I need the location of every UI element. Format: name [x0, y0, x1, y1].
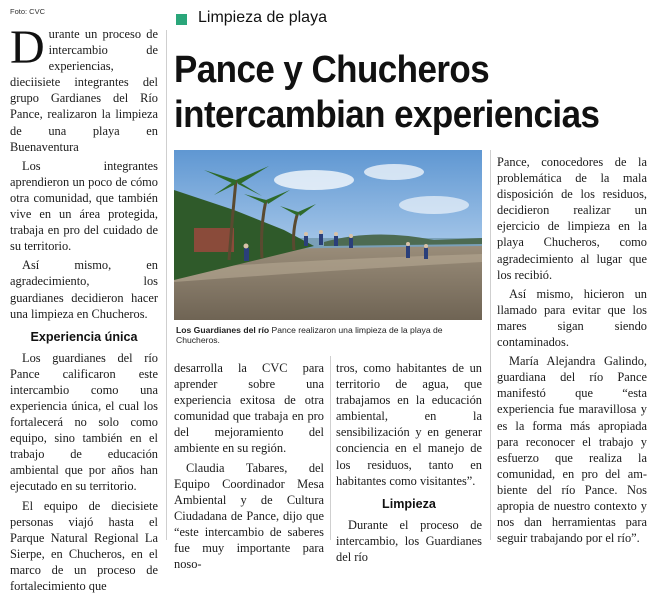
- paragraph: Así mismo, hicieron un llamado para evitar que los mares sigan siendo contaminados.: [497, 286, 647, 350]
- headline-line-1: Pance y Chucheros: [174, 49, 490, 91]
- drop-cap: D: [10, 21, 45, 74]
- paragraph: Pance, conocedores de la problemática de la mala disposición de los residuos, decidieron realizar un ejercicio de limpieza en la playa Chucheros, como agradecimiento al lugar que los recibió.: [497, 155, 647, 282]
- article-column-2: [174, 360, 324, 572]
- beach-cleanup-image: [174, 150, 482, 320]
- article-column-4: [497, 154, 647, 546]
- headline: [174, 48, 654, 138]
- paragraph: El equipo de diecisiete personas viajó hasta el Parque Natural Regional La Sierpe, en Chucheros, en el marco de un proceso de fortalecimiento que: [10, 498, 158, 593]
- photo-caption: [176, 325, 482, 345]
- paragraph: Claudia Tabares, del Equipo Coordinador Mesa Ambiental y de Cultura Ciudadana de Pance, dijo que “este intercambio de saberes fue muy importante para noso-: [174, 460, 324, 572]
- paragraph: desarrolla la CVC para aprender sobre una experiencia exitosa de otra comunidad que trabaja en pro del mejoramiento del ambiente en su región.: [174, 361, 324, 456]
- article-column-3: [336, 360, 482, 565]
- caption-bold: Los Guardianes del río: [176, 325, 270, 335]
- column-divider: [490, 150, 491, 540]
- beach-photo: [174, 150, 482, 320]
- section-label: Limpieza de playa: [198, 9, 327, 26]
- subheading-experiencia: Experiencia única: [30, 329, 138, 344]
- paragraph: Los integrantes aprendieron un poco de cómo otra comunidad, que también vive en un área protegida, trabaja en pro del cuidado de su territorio.: [10, 158, 158, 254]
- paragraph: Durante el proceso de intercambio, los Guardianes del río: [336, 517, 482, 564]
- caption-text: Pance realizaron una limpieza de la playa de Chucheros.: [176, 325, 443, 345]
- paragraph: Durante un proceso de intercambio de experiencias, dieciisiete integrantes del grupo Gardianes del Río Pance, realizaron la limpieza de una playa en Buenaventura: [10, 21, 158, 154]
- headline-line-2: intercambian experiencias: [174, 94, 600, 136]
- paragraph: Los guardianes del río Pance calificaron este intercambio como una experiencia única, el cual los fortalecerá no solo como equipo, sino también en el trabajo de educación ambiental que por años han ejecutado en su territorio.: [10, 350, 158, 494]
- article-column-1: [10, 21, 158, 594]
- paragraph: Así mismo, en agradecimiento, los guardianes decidieron hacer una limpieza en Chucheros.: [10, 258, 158, 321]
- column-divider: [166, 30, 167, 540]
- column-divider: [330, 356, 331, 540]
- photo-credit: Foto: CVC: [10, 7, 46, 16]
- paragraph: tros, como habitantes de un territorio de agua, que trabajamos en la educación ambiental, en la sensibilización y en generar conciencia en el manejo de los residuos, tanto en habitantes como visitantes”.: [336, 361, 482, 488]
- section-marker-icon: [176, 14, 187, 25]
- subheading-limpieza: Limpieza: [382, 496, 436, 511]
- paragraph: María Alejandra Galindo, guardiana del río Pance manifestó que “esta experiencia fue maravillosa y es la forma más apropiada para reconocer el trabajo y esfuerzo que realiza la comunidad, en pro del am-biente del río Pance. Nos apropia de nuestro contexto y nos dan herramientas para seguir trabajando por el río”.: [497, 354, 647, 546]
